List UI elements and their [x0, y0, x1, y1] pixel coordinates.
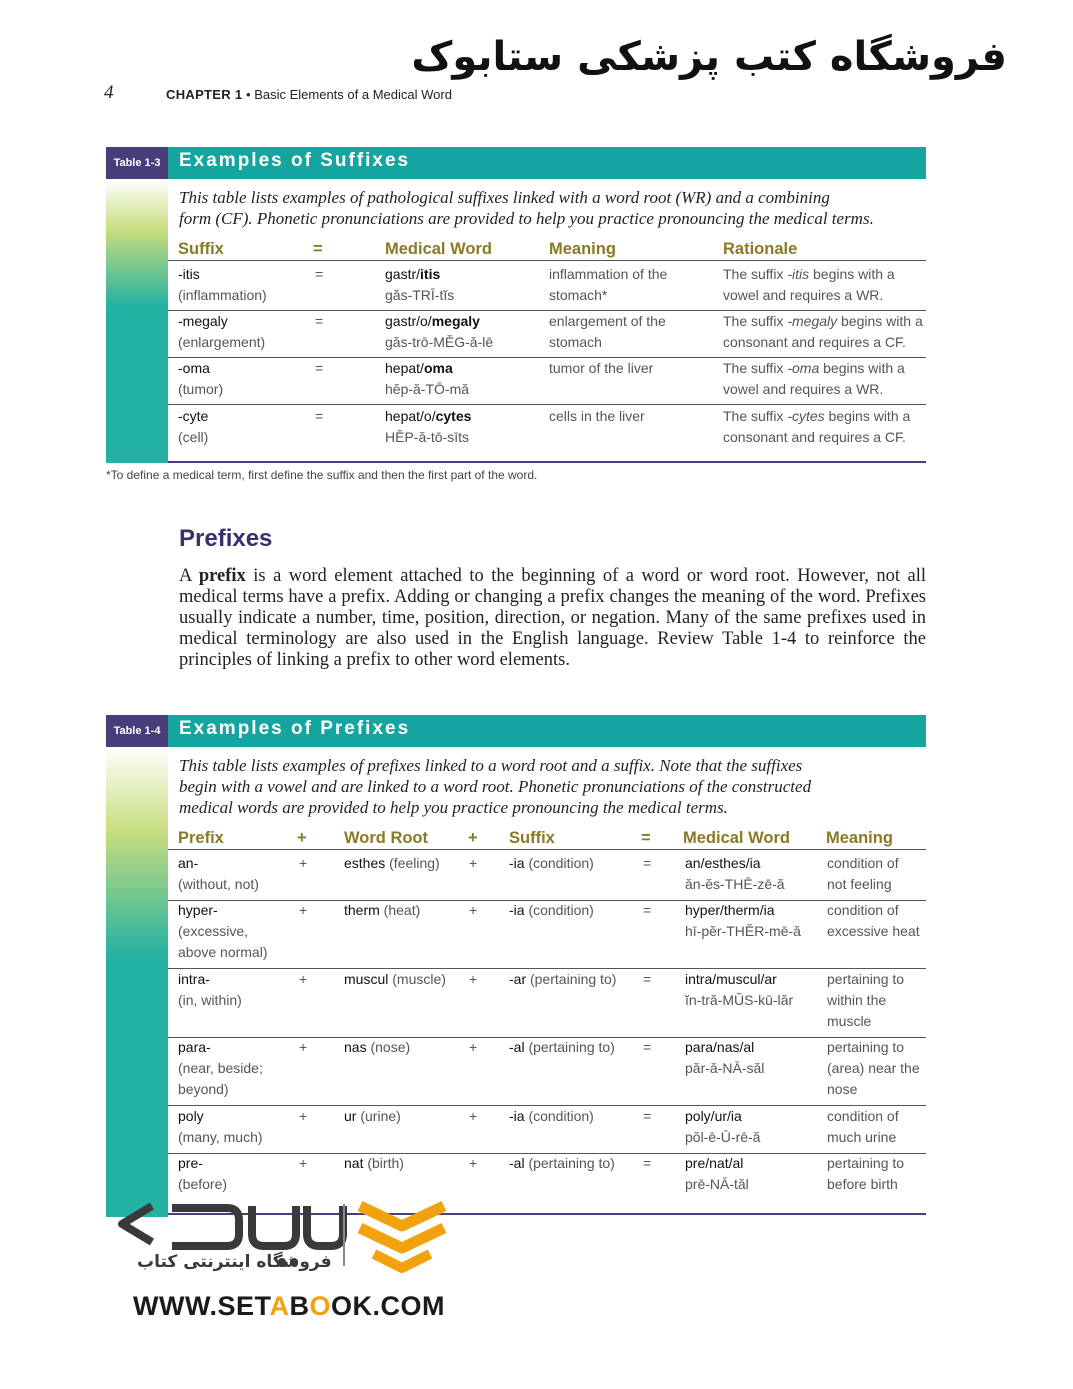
plus-cell: + [299, 971, 308, 987]
suffix-cell: -al (pertaining to) [509, 1155, 615, 1171]
intro-line: begin with a vowel and are linked to a word root. Phonetic pronunciations of the constructed [179, 777, 812, 796]
chapter-label: CHAPTER 1 [166, 87, 243, 102]
intro-line: This table lists examples of prefixes linked to a word root and a suffix. Note that the suffixes [179, 756, 803, 775]
intro-line: form (CF). Phonetic pronunciations are provided to help you practice pronouncing the medical terms. [179, 209, 874, 228]
suffix-cell: -ia (condition) [509, 902, 594, 918]
col-suffix: Suffix [509, 829, 555, 847]
meaning-cell: condition of excessive heat [827, 902, 920, 939]
table-1-3 [106, 147, 926, 465]
medical-word-cell: gastr/itis găs-TRĪ-tĭs [385, 266, 455, 303]
medical-word-cell: pre/nat/al prē-NĀ-tăl [685, 1155, 749, 1192]
side-gradient [106, 747, 168, 1217]
intro-line: medical words are provided to help you practice pronouncing the medical terms. [179, 798, 728, 817]
rationale-cell: The suffix -cytes begins with a consonant and requires a CF. [723, 408, 911, 445]
table-title: Examples of Prefixes [179, 718, 411, 739]
suffix-cell: -megaly (enlargement) [178, 313, 266, 350]
word-root-cell: therm (heat) [344, 902, 421, 918]
col-meaning: Meaning [826, 829, 893, 847]
meaning-cell: pertaining to (area) near the nose [827, 1039, 920, 1097]
rationale-cell: The suffix -oma begins with a vowel and requires a WR. [723, 360, 905, 397]
table-header [106, 147, 926, 179]
plus-cell: + [469, 1155, 478, 1171]
meaning-cell: enlargement of the stomach [549, 313, 666, 350]
plus-cell: + [299, 1108, 308, 1124]
term-bold: prefix [198, 566, 246, 586]
store-title: فروشگاه کتب پزشکی ستابوک [411, 34, 1007, 80]
suffix-cell: -itis (inflammation) [178, 266, 267, 303]
section-paragraph: A prefix is a word element attached to the beginning of a word or word root. However, not all medical terms have a prefix. Adding or changing a prefix changes the meaning of the word. Prefixes usually indicate a number, time, position, direction, or negation. Many of the same prefixes used in medical terminology are also used in the English language. Review Table 1-4 to reinforce the principles of linking a prefix to other word elements. [179, 566, 926, 670]
medical-word-cell: gastr/o/megaly găs-trō-MĔG-ă-lē [385, 313, 494, 350]
plus-cell: + [469, 1108, 478, 1124]
meaning-cell: condition of much urine [827, 1108, 899, 1145]
col-medical-word: Medical Word [385, 240, 492, 258]
col-prefix: Prefix [178, 829, 224, 847]
table-tag: Table 1-4 [106, 715, 168, 747]
suffix-cell: -ar (pertaining to) [509, 971, 617, 987]
eq-cell: = [315, 313, 324, 329]
chapter-bullet: • [246, 87, 251, 102]
medical-word-cell: intra/muscul/ar ĭn-tră-MŬS-kū-lăr [685, 971, 794, 1008]
table-title: Examples of Suffixes [179, 150, 411, 171]
meaning-cell: condition of not feeling [827, 855, 899, 892]
col-eq: = [313, 240, 323, 258]
prefix-cell: pre- (before) [178, 1155, 228, 1192]
plus-cell: + [469, 1039, 478, 1055]
eq-cell: = [643, 1108, 652, 1124]
eq-cell: = [315, 360, 324, 376]
rationale-cell: The suffix -itis begins with a vowel and requires a WR. [723, 266, 895, 303]
meaning-cell: cells in the liver [549, 408, 645, 424]
suffix-cell: -cyte (cell) [178, 408, 209, 445]
plus-cell: + [299, 1155, 308, 1171]
side-gradient [106, 179, 168, 463]
col-plus: + [468, 829, 478, 847]
plus-cell: + [299, 855, 308, 871]
eq-cell: = [643, 1039, 652, 1055]
row-divider [168, 404, 926, 405]
col-medical-word: Medical Word [683, 829, 790, 847]
plus-cell: + [469, 902, 478, 918]
medical-word-cell: hepat/o/cytes HĔP-ă-tō-sīts [385, 408, 472, 445]
col-suffix: Suffix [178, 240, 224, 258]
eq-cell: = [315, 408, 324, 424]
page-number: 4 [104, 82, 114, 103]
table-title-bar [168, 147, 926, 179]
plus-cell: + [299, 1039, 308, 1055]
chapter-title: Basic Elements of a Medical Word [254, 87, 452, 102]
intro-line: This table lists examples of pathological suffixes linked with a word root (WR) and a combining [179, 188, 830, 207]
suffix-cell: -ia (condition) [509, 1108, 594, 1124]
prefix-cell: para- (near, beside; beyond) [178, 1039, 263, 1097]
col-word-root: Word Root [344, 829, 429, 847]
word-root-cell: nas (nose) [344, 1039, 411, 1055]
medical-word-cell: hyper/therm/ia hī-pĕr-THĔR-mē-ă [685, 902, 801, 939]
medical-word-cell: poly/ur/ia pŏl-ē-Ū-rē-ă [685, 1108, 761, 1145]
suffix-cell: -al (pertaining to) [509, 1039, 615, 1055]
medical-word-cell: hepat/oma hĕp-ă-TŌ-mă [385, 360, 470, 397]
col-rationale: Rationale [723, 240, 798, 258]
col-plus: + [297, 829, 307, 847]
table-intro [179, 187, 874, 229]
meaning-cell: tumor of the liver [549, 360, 654, 376]
table-bottom-rule [168, 461, 926, 463]
logo-persian-text: فروشگاه اینترنتی کتاب [137, 1252, 332, 1272]
table-footnote: *To define a medical term, first define the suffix and then the first part of the word. [106, 468, 538, 482]
prefix-cell: an- (without, not) [178, 855, 259, 892]
col-meaning: Meaning [549, 240, 616, 258]
chapter-header [166, 87, 452, 102]
medical-word-cell: para/nas/al păr-ă-NĀ-săl [685, 1039, 765, 1076]
word-root-cell: muscul (muscle) [344, 971, 446, 987]
plus-cell: + [469, 971, 478, 987]
suffix-cell: -oma (tumor) [178, 360, 224, 397]
meaning-cell: inflammation of the stomach* [549, 266, 668, 303]
suffix-cell: -ia (condition) [509, 855, 594, 871]
plus-cell: + [299, 902, 308, 918]
prefix-cell: intra- (in, within) [178, 971, 242, 1008]
meaning-cell: pertaining to within the muscle [827, 971, 905, 1029]
table-intro [179, 755, 811, 818]
eq-cell: = [315, 266, 324, 282]
prefix-cell: poly (many, much) [178, 1108, 263, 1145]
plus-cell: + [469, 855, 478, 871]
eq-cell: = [643, 902, 652, 918]
table-tag: Table 1-3 [106, 147, 168, 179]
prefix-cell: hyper- (excessive, above normal) [178, 902, 268, 960]
word-root-cell: ur (urine) [344, 1108, 401, 1124]
divider [168, 849, 926, 850]
eq-cell: = [643, 1155, 652, 1171]
word-root-cell: nat (birth) [344, 1155, 404, 1171]
eq-cell: = [643, 855, 652, 871]
table-header [106, 715, 926, 747]
meaning-cell: pertaining to before birth [827, 1155, 905, 1192]
col-eq: = [641, 829, 651, 847]
eq-cell: = [643, 971, 652, 987]
table-title-bar [168, 715, 926, 747]
store-url: WWW.SETABOOK.COM [133, 1291, 445, 1321]
divider [168, 260, 926, 261]
rationale-cell: The suffix -megaly begins with a consonant and requires a CF. [723, 313, 923, 350]
store-logo [112, 1196, 462, 1296]
medical-word-cell: an/esthes/ia ăn-ĕs-THĒ-zē-ă [685, 855, 785, 892]
table-1-4 [106, 715, 926, 1217]
section-title: Prefixes [179, 525, 273, 552]
word-root-cell: esthes (feeling) [344, 855, 440, 871]
